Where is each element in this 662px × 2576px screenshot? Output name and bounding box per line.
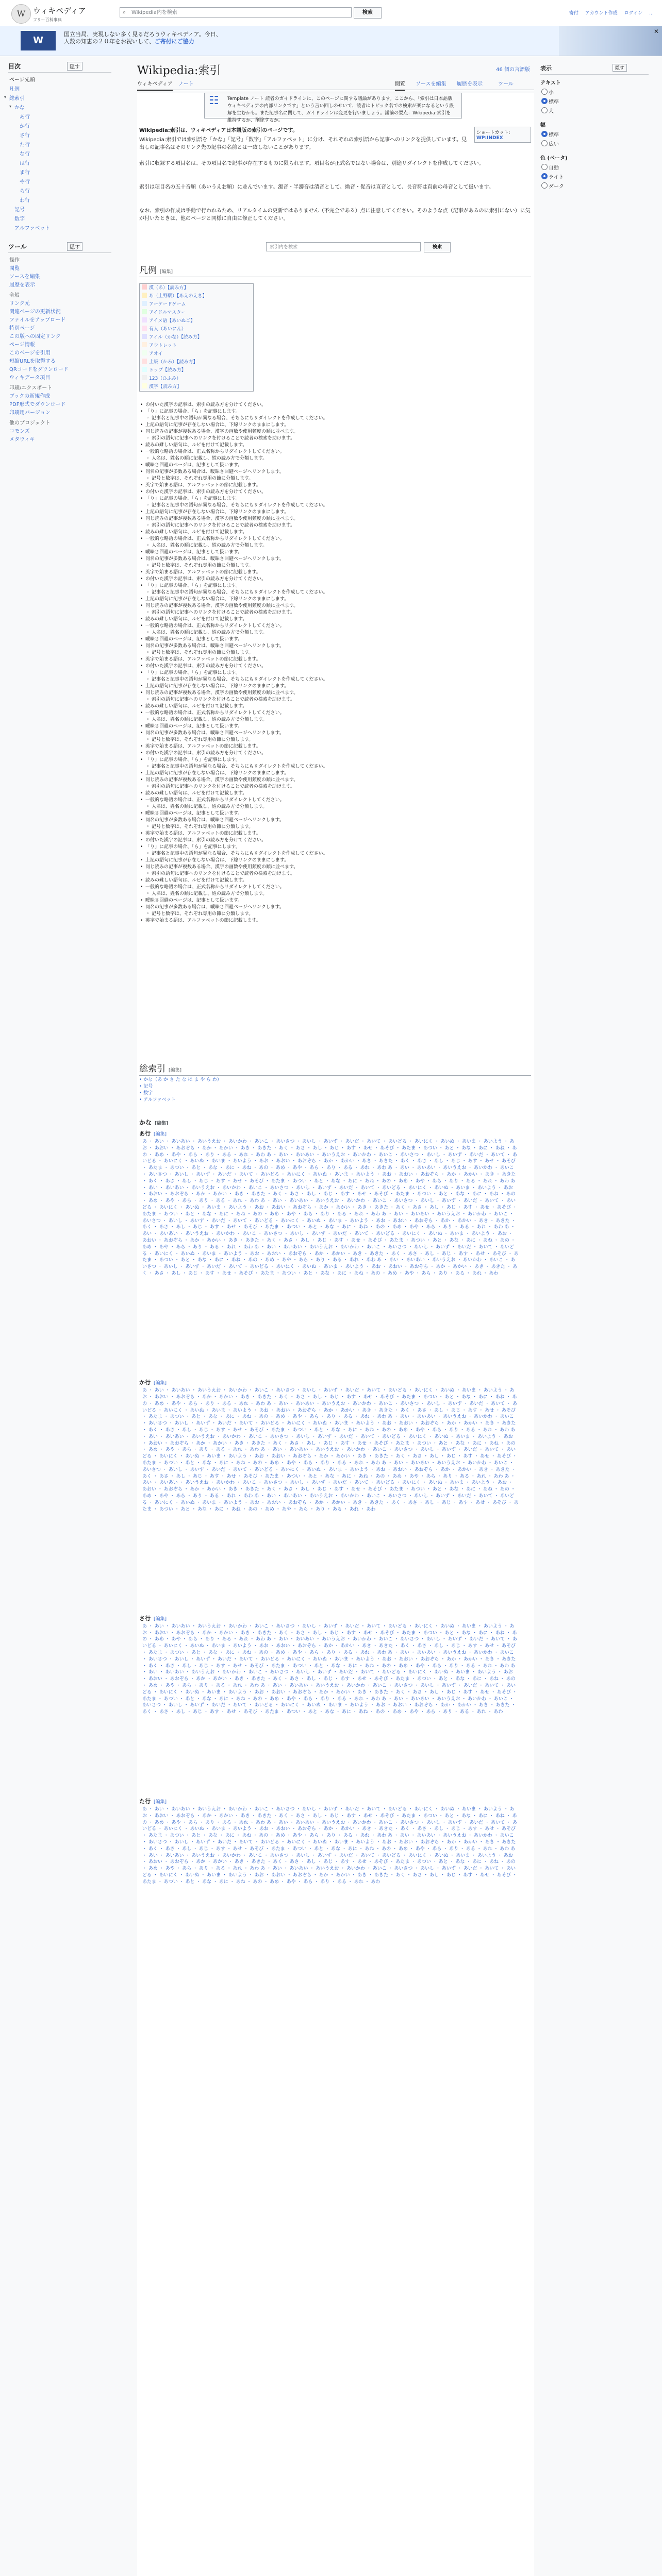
search-input[interactable]: Wikipedia内を検索 bbox=[120, 7, 352, 18]
note-item: ◦ 記号と数字は、それぞれ専用の節に分類します。 bbox=[139, 737, 474, 743]
other-commons[interactable]: コモンズ bbox=[9, 429, 30, 434]
tool-special-pages[interactable]: 特別ページ bbox=[9, 326, 35, 331]
note-item: • 一般的な略語の場合は、正式名称からリダイレクトしてください。 bbox=[139, 710, 474, 717]
note-item: • 同じ読みの記事が複数ある場合、漢字の画数や使用頻度の順に並べます。 bbox=[139, 864, 474, 871]
legend-label[interactable]: アイル（かな）【読み方】 bbox=[149, 335, 202, 340]
note-item: ◦ 記号と数字は、それぞれ専用の節に分類します。 bbox=[139, 824, 474, 831]
text-standard-label: 標準 bbox=[549, 99, 559, 105]
intro-paragraph-5: なお、索引の作成は手動で行われるため、リアルタイムの更新ではありません（不完全である）点に注意してください。そのような点（記事があるのに索引にない）に気が付いたときは、他のページと同様に自由に修正してください。 bbox=[139, 208, 531, 222]
note-item: ◦ 人名は、姓名の順に記載し、姓の読み方で分類します。 bbox=[139, 717, 474, 723]
row-title: さ行 bbox=[139, 1615, 151, 1622]
toc-link[interactable]: アルファベット bbox=[143, 1097, 176, 1103]
note-item: • 同じ読みの記事が複数ある場合、漢字の画数や使用頻度の順に並べます。 bbox=[139, 690, 474, 697]
note-item: • 読みの難しい語句は、ルビを付けて記載します。 bbox=[139, 442, 474, 449]
legend-row bbox=[140, 292, 253, 300]
more-menu[interactable]: … bbox=[649, 11, 654, 16]
text-small-label: 小 bbox=[549, 90, 554, 96]
close-icon[interactable]: ✕ bbox=[653, 28, 659, 35]
note-item: • 「り」に記事の場合、「ら」を記事にします。 bbox=[139, 670, 474, 676]
page-tabs bbox=[137, 76, 534, 90]
index-block bbox=[142, 1387, 519, 1513]
other-meta[interactable]: メタウィキ bbox=[9, 437, 35, 443]
tool-wikidata[interactable]: ウィキデータ項目 bbox=[9, 375, 51, 381]
toc-item: • かな（あ か さ た な は ま や ら わ） bbox=[139, 1077, 222, 1082]
index-toc bbox=[139, 1077, 222, 1104]
note-item: • 同じ読みの記事が複数ある場合、漢字の画数や使用頻度の順に並べます。 bbox=[139, 603, 474, 609]
color-dark-radio[interactable] bbox=[541, 182, 548, 189]
search-icon: ⌕ bbox=[123, 9, 126, 15]
note-item: • 一般的な略語の場合は、正式名称からリダイレクトしてください。 bbox=[139, 536, 474, 543]
index-entries[interactable]: あ ・ あい ・ あいあい ・ あいうえお ・ あいかわ ・ あいこ ・ あいさつ ・ あいし ・ あいず ・ あいだ ・ あいて ・ あいどる ・ あいにく ・ あいぬ ・ あいま ・ あいよう ・ あお ・ あおい ・ あおぞら ・ あか ・ あかい ・ あき ・ あきた ・ あく ・ あさ ・ あし ・ あじ ・ あす ・ あせ ・ あそび ・ あたま ・ あつい ・ あと ・ あな ・ あに ・ あね ・ あの ・ あめ ・ あや ・ あら ・ あり ・ ある ・ あれ ・ あわ bbox=[142, 1225, 516, 1250]
text-large-label: 大 bbox=[549, 109, 554, 114]
divider bbox=[8, 252, 111, 253]
note-item: • 曖昧さ回避のページは、記事として扱います。 bbox=[139, 810, 474, 817]
intro-paragraph-4: 索引は項目名の五十音順（あいうえお順）に並んでいます。濁音・半濁音は清音として、拗音・促音は直音として、長音符は直前の母音として扱います。 bbox=[139, 184, 494, 190]
toc-item-sa[interactable]: さ行 bbox=[20, 133, 30, 139]
site-tagline: フリー百科事典 bbox=[33, 18, 62, 22]
index-search-input[interactable]: 索引内を検索 bbox=[266, 242, 421, 251]
width-title: 幅 bbox=[540, 123, 545, 128]
note-item: • 読みの難しい語句は、ルビを付けて記載します。 bbox=[139, 703, 474, 710]
note-item: ◦ 記号と数字は、それぞれ専用の節に分類します。 bbox=[139, 911, 474, 918]
note-item: ◦ 索引の語句に記事へのリンクを付けることで読者の検索を助けます。 bbox=[139, 697, 474, 703]
collapse-icon[interactable]: ▾ bbox=[9, 104, 12, 109]
banner-line-2: 人数の知恵の２０年をお祝いして、 bbox=[64, 38, 155, 45]
page-content bbox=[137, 93, 534, 2576]
kana-heading bbox=[139, 1118, 168, 1127]
note-item: • の付いた漢字の記事は、索引の読み方を分けてください。 bbox=[139, 489, 474, 496]
note-item: ◦ 人名は、姓名の順に記載し、姓の読み方で分類します。 bbox=[139, 630, 474, 636]
edit-link[interactable]: [編集] bbox=[154, 1800, 167, 1805]
color-swatch bbox=[142, 326, 147, 331]
index-entries[interactable]: あ ・ あい ・ あいあい ・ あいうえお ・ あいかわ ・ あいこ ・ あいさつ ・ あいし ・ あいず ・ あいだ ・ あいて ・ あいどる ・ あいにく ・ あいぬ ・ あいま ・ あいよう ・ あお ・ あおい ・ あおぞら ・ あか ・ あかい ・ あき ・ あきた ・ あく ・ あさ ・ あし ・ あじ ・ あす ・ あせ ・ あそび ・ あたま ・ あつい ・ あと ・ あな ・ あに ・ あね ・ あの ・ あめ ・ あや ・ あら ・ あり ・ ある ・ あれ ・ あわ bbox=[142, 1807, 517, 1825]
color-swatch bbox=[142, 293, 147, 298]
legend-row bbox=[140, 366, 253, 375]
tools-title: ツール bbox=[8, 243, 27, 250]
tab-project-page[interactable]: ウィキペディア bbox=[137, 79, 173, 91]
tab-talk[interactable]: ノート bbox=[178, 81, 194, 87]
tool-page-info[interactable]: ページ情報 bbox=[9, 342, 35, 348]
index-entries[interactable]: あ ・ あい ・ あいあい ・ あいうえお ・ あいかわ ・ あいこ ・ あいさつ ・ あいし ・ あいず ・ あいだ ・ あいて ・ あいどる ・ あいにく ・ あいぬ ・ あいま ・ あいよう ・ あお ・ あおい ・ あおぞら ・ あか ・ あかい ・ あき ・ あきた ・ あく ・ あさ ・ あし ・ あじ ・ あす ・ あせ ・ あそび ・ あたま ・ あつい ・ あと ・ あな ・ あに ・ あね ・ あの ・ あめ ・ あや ・ あら ・ あり ・ ある ・ あれ ・ あわ bbox=[142, 1683, 517, 1702]
color-swatch bbox=[142, 359, 147, 364]
tool-permalink[interactable]: この版への固定リンク bbox=[9, 334, 61, 340]
index-entries[interactable]: あ ・ あい ・ あいあい ・ あいうえお ・ あいかわ ・ あいこ ・ あいさつ ・ あいし ・ あいず ・ あいだ ・ あいて ・ あいどる ・ あいにく ・ あいぬ ・ あいま ・ あいよう ・ あお ・ あおい ・ あおぞら ・ あか ・ あかい ・ あき ・ あきた ・ あく ・ あさ ・ あし ・ あじ ・ あす ・ あせ ・ あそび ・ あたま ・ あつい ・ あと ・ あな ・ あに ・ あね ・ あの ・ あめ ・ あや ・ あら ・ あり ・ ある ・ あれ ・ あわ bbox=[142, 1165, 516, 1184]
note-item: • の付いた漢字の記事は、索引の読み方を分けてください。 bbox=[139, 837, 474, 844]
tool-cite[interactable]: このページを引用 bbox=[9, 350, 51, 356]
note-item: • の付いた漢字の記事は、索引の読み方を分けてください。 bbox=[139, 576, 474, 583]
index-block bbox=[142, 1623, 519, 1716]
note-item: ◦ 記事名と記事中の語句が異なる場合、そちらにもリダイレクトを作成してください。 bbox=[139, 589, 474, 596]
toc-link[interactable]: かな（あ か さ た な は ま や ら わ） bbox=[143, 1077, 222, 1082]
tool-edit-source[interactable]: ソースを編集 bbox=[9, 274, 40, 280]
legend-row bbox=[140, 375, 253, 383]
note-item: • の付いた漢字の記事は、索引の読み方を分けてください。 bbox=[139, 750, 474, 757]
note-item: ◦ 人名は、姓名の順に記載し、姓の読み方で分類します。 bbox=[139, 804, 474, 810]
color-swatch bbox=[142, 301, 147, 306]
edit-link[interactable]: [編集] bbox=[155, 1121, 169, 1126]
search-bar bbox=[120, 7, 388, 19]
color-auto-radio[interactable] bbox=[541, 164, 548, 170]
tools-section-actions: 操作 bbox=[9, 258, 20, 263]
note-item: • 「り」に記事の場合、「ら」を記事にします。 bbox=[139, 844, 474, 851]
toc-title: 目次 bbox=[8, 63, 21, 70]
legend-heading bbox=[139, 263, 531, 277]
note-item: • 上記の語句に記事が存在しない場合は、下線リンクのままにします。 bbox=[139, 857, 474, 864]
note-item: ◦ 索引の語句に記事へのリンクを付けることで読者の検索を助けます。 bbox=[139, 435, 474, 442]
print-create-book[interactable]: ブックの新規作成 bbox=[9, 394, 51, 399]
legend-row bbox=[140, 317, 253, 325]
note-item: • 同じ読みの記事が複数ある場合、漢字の画数や使用頻度の順に並べます。 bbox=[139, 516, 474, 522]
legend-label[interactable]: トップ【読み方】 bbox=[149, 368, 186, 373]
index-entries[interactable]: あ ・ あい ・ あいあい ・ あいうえお ・ あいかわ ・ あいこ ・ あいさつ ・ あいし ・ あいず ・ あいだ ・ あいて ・ あいどる ・ あいにく ・ あいぬ ・ あいま ・ あいよう ・ あお ・ あおい ・ あおぞら ・ あか ・ あかい ・ あき ・ あきた ・ あく ・ あさ ・ あし ・ あじ ・ あす ・ あせ ・ あそび ・ あたま ・ あつい ・ あと ・ あな ・ あに ・ あね ・ あの ・ あめ ・ あや ・ あら ・ あり ・ ある ・ あれ ・ あわ bbox=[142, 1152, 517, 1171]
note-item: ◦ 人名は、姓名の順に記載し、姓の読み方で分類します。 bbox=[139, 455, 474, 462]
note-item: • の付いた漢字の記事は、索引の読み方を分けてください。 bbox=[139, 663, 474, 670]
index-entries[interactable]: あ ・ あい ・ あいあい ・ あいうえお ・ あいかわ ・ あいこ ・ あいさつ ・ あいし ・ あいず ・ あいだ ・ あいて ・ あいどる ・ あいにく ・ あいぬ ・ あいま ・ あいよう ・ あお ・ あおい ・ あおぞら ・ あか ・ あかい ・ あき ・ あきた ・ あく ・ あさ ・ あし ・ あじ ・ あす ・ あせ ・ あそび ・ あたま ・ あつい ・ あと ・ あな ・ あに ・ あね ・ あの ・ あめ ・ あや ・ あら ・ あり ・ ある ・ あれ ・ あわ bbox=[142, 1414, 516, 1433]
divider bbox=[540, 74, 649, 75]
note-item: ◦ 人名は、姓名の順に記載し、姓の読み方で分類します。 bbox=[139, 891, 474, 897]
appearance-title: 表示 bbox=[540, 65, 552, 72]
donate-link[interactable]: 寄付 bbox=[569, 11, 578, 16]
note-item: • 曖昧さ回避のページは、記事として扱います。 bbox=[139, 636, 474, 643]
legend-row bbox=[140, 383, 253, 391]
banner-message bbox=[64, 31, 222, 45]
note-item: • 読みの難しい語句は、ルビを付けて記載します。 bbox=[139, 529, 474, 536]
toc-item-legend[interactable]: 凡例 bbox=[9, 87, 20, 92]
intro-paragraph-1: Wikipedia:索引は、ウィキペディア日本語版の索引のページです。 bbox=[139, 128, 298, 133]
fundraising-banner bbox=[0, 26, 662, 56]
text-large-radio[interactable] bbox=[541, 107, 548, 113]
toc-item-a[interactable]: あ行 bbox=[20, 114, 30, 120]
banner-logo: W bbox=[21, 31, 56, 50]
search-button[interactable]: 検索 bbox=[354, 7, 382, 19]
note-item: • 同名の記事が多数ある場合は、曖昧さ回避ページへリンクします。 bbox=[139, 556, 474, 563]
toc-item-ka[interactable]: か行 bbox=[20, 124, 30, 129]
main-area bbox=[137, 62, 534, 2576]
note-item: • 「り」に記事の場合、「ら」を記事にします。 bbox=[139, 496, 474, 502]
note-item: ◦ 記事名と記事中の語句が異なる場合、そちらにもリダイレクトを作成してください。 bbox=[139, 764, 474, 770]
toc-item-top[interactable]: ページ先頭 bbox=[9, 77, 35, 83]
width-standard-radio[interactable] bbox=[541, 131, 548, 137]
note-item: ◦ 人名は、姓名の順に記載し、姓の読み方で分類します。 bbox=[139, 543, 474, 549]
note-item: • 曖昧さ回避のページは、記事として扱います。 bbox=[139, 462, 474, 469]
color-title: 色 (ベータ) bbox=[540, 156, 568, 161]
note-item: • 上記の語句に記事が存在しない場合は、下線リンクのままにします。 bbox=[139, 596, 474, 603]
note-item: • 「り」に記事の場合、「ら」を記事にします。 bbox=[139, 409, 474, 415]
note-item: • 同じ読みの記事が複数ある場合、漢字の画数や使用頻度の順に並べます。 bbox=[139, 429, 474, 435]
legend-label[interactable]: アオイ bbox=[149, 351, 163, 357]
note-item: ◦ 索引の語句に記事へのリンクを付けることで読者の検索を助けます。 bbox=[139, 609, 474, 616]
color-auto-label: 自動 bbox=[549, 165, 559, 171]
kana-title: かな bbox=[139, 1119, 152, 1126]
note-item: • 読みの難しい語句は、ルビを付けて記載します。 bbox=[139, 616, 474, 623]
index-entries[interactable]: あ ・ あい ・ あいあい ・ あいうえお ・ あいかわ ・ あいこ ・ あいさつ ・ あいし ・ あいず ・ あいだ ・ あいて ・ あいどる ・ あいにく ・ あいぬ ・ あいま ・ あいよう ・ あお ・ あおい ・ あおぞら ・ あか ・ あかい ・ あき ・ あきた ・ あく ・ あさ ・ あし ・ あじ ・ あす ・ あせ ・ あそび ・ あたま ・ あつい ・ あと ・ あな ・ あに ・ あね ・ あの ・ あめ ・ あや ・ あら ・ あり ・ ある ・ あれ ・ あわ bbox=[142, 1696, 516, 1715]
index-entries[interactable]: あ ・ あい ・ あいあい ・ あいうえお ・ あいかわ ・ あいこ ・ あいさつ ・ あいし ・ あいず ・ あいだ ・ あいて ・ あいどる ・ あいにく ・ あいぬ ・ あいま ・ あいよう ・ あお ・ あおい ・ あおぞら ・ あか ・ あかい ・ あき ・ あきた ・ あく ・ あさ ・ あし ・ あじ ・ あす ・ あせ ・ あそび ・ あたま ・ あつい ・ あと ・ あな ・ あに ・ あね ・ あの ・ あめ ・ あや ・ あら ・ あり ・ ある ・ あれ ・ あわ bbox=[142, 1388, 517, 1406]
row-heading bbox=[139, 1129, 167, 1138]
toc-item-index[interactable]: 総索引 bbox=[9, 96, 25, 101]
shortcut-link[interactable]: WP:INDEX bbox=[476, 135, 503, 141]
toc-link[interactable]: 記号 bbox=[143, 1084, 153, 1089]
legend-row bbox=[140, 284, 253, 292]
edit-link[interactable]: [編集] bbox=[169, 1068, 182, 1073]
edit-link[interactable]: [編集] bbox=[154, 1381, 167, 1386]
edit-link[interactable]: [編集] bbox=[160, 269, 173, 275]
legend-label[interactable]: 有人（あいにん） bbox=[149, 327, 187, 332]
legend-label[interactable]: 123（ひふみ） bbox=[149, 376, 181, 381]
width-wide-radio[interactable] bbox=[541, 140, 548, 146]
legend-label[interactable]: アウトレット bbox=[149, 343, 177, 348]
tool-short-url[interactable]: 短縮URLを取得する bbox=[9, 359, 56, 364]
note-item: ◦ 記事名と記事中の語句が異なる場合、そちらにもリダイレクトを作成してください。 bbox=[139, 676, 474, 683]
note-item: • 上記の語句に記事が存在しない場合は、下線リンクのままにします。 bbox=[139, 770, 474, 777]
note-item: ◦ 記号と数字は、それぞれ専用の節に分類します。 bbox=[139, 476, 474, 482]
tool-related-changes[interactable]: 関連ページの更新状況 bbox=[9, 309, 61, 315]
row-heading bbox=[139, 1378, 167, 1386]
color-light-radio[interactable] bbox=[541, 173, 548, 179]
legend-table bbox=[139, 283, 254, 392]
index-block bbox=[142, 1806, 519, 1886]
login-link[interactable]: ログイン bbox=[624, 11, 643, 16]
legend-label[interactable]: あ（上野駅）【あえのえき】 bbox=[149, 294, 207, 299]
edit-link[interactable]: [編集] bbox=[154, 1132, 167, 1137]
note-item: • 一般的な略語の場合は、正式名称からリダイレクトしてください。 bbox=[139, 449, 474, 455]
legend-label[interactable]: アーケードゲーム bbox=[149, 302, 186, 307]
index-entries[interactable]: あ ・ あい ・ あいあい ・ あいうえお ・ あいかわ ・ あいこ ・ あいさつ ・ あいし ・ あいず ・ あいだ ・ あいて ・ あいどる ・ あいにく ・ あいぬ ・ あいま ・ あいよう ・ あお ・ あおい ・ あおぞら ・ あか ・ あかい ・ あき ・ あきた ・ あく ・ あさ ・ あし ・ あじ ・ あす ・ あせ ・ あそび ・ あたま ・ あつい ・ あと ・ あな ・ あに ・ あね ・ あの ・ あめ ・ あや ・ あら ・ あり ・ ある ・ あれ ・ あわ bbox=[142, 1447, 517, 1466]
toc-item-ha[interactable]: は行 bbox=[20, 161, 30, 166]
toc-item-ya[interactable]: や行 bbox=[20, 179, 30, 185]
print-download-pdf[interactable]: PDF形式でダウンロード bbox=[9, 402, 66, 408]
legend-row bbox=[140, 350, 253, 358]
note-item: • 曖昧さ回避のページは、記事として扱います。 bbox=[139, 897, 474, 904]
index-entries[interactable]: あ ・ あい ・ あいあい ・ あいうえお ・ あいかわ ・ あいこ ・ あいさつ ・ あいし ・ あいず ・ あいだ ・ あいて ・ あいどる ・ あいにく ・ あいぬ ・ あいま ・ あいよう ・ あお ・ あおい ・ あおぞら ・ あか ・ あかい ・ あき ・ あきた ・ あく ・ あさ ・ あし ・ あじ ・ あす ・ あせ ・ あそび ・ あたま ・ あつい ・ あと ・ あな ・ あに ・ あね ・ あの ・ あめ ・ あや ・ あら ・ あり ・ ある ・ あれ ・ あわ bbox=[142, 1650, 516, 1669]
note-item: • 読みの難しい語句は、ルビを付けて記載します。 bbox=[139, 790, 474, 797]
index-search-button[interactable]: 検索 bbox=[424, 242, 451, 252]
site-name: ウィキペディア bbox=[33, 6, 86, 15]
tool-upload[interactable]: ファイルをアップロード bbox=[9, 317, 66, 323]
toc-item: • 数字 bbox=[139, 1091, 153, 1096]
row-title: た行 bbox=[139, 1798, 151, 1805]
color-swatch bbox=[142, 317, 147, 323]
note-item: • 英字で始まる語は、アルファベットの節に記載します。 bbox=[139, 743, 474, 750]
index-title: 総索引 bbox=[139, 1064, 166, 1074]
index-entries[interactable]: あ ・ あい ・ あいあい ・ あいうえお ・ あいかわ ・ あいこ ・ あいさつ ・ あいし ・ あいず ・ あいだ ・ あいて ・ あいどる ・ あいにく ・ あいぬ ・ あいま ・ あいよう ・ あお ・ あおい ・ あおぞら ・ あか ・ あかい ・ あき ・ あきた ・ あく ・ あさ ・ あし ・ あじ ・ あす ・ あせ ・ あそび ・ あたま ・ あつい ・ あと ・ あな ・ あに ・ あね ・ あの ・ あめ ・ あや ・ あら ・ あり ・ ある ・ あれ ・ あわ bbox=[142, 1258, 518, 1276]
note-item: ◦ 記事名と記事中の語句が異なる場合、そちらにもリダイレクトを作成してください。 bbox=[139, 851, 474, 857]
note-item: ◦ 索引の語句に記事へのリンクを付けることで読者の検索を助けます。 bbox=[139, 784, 474, 790]
row-title: か行 bbox=[139, 1379, 151, 1386]
shortcut-box bbox=[474, 127, 531, 143]
index-entries[interactable]: あ ・ あい ・ あいあい ・ あいうえお ・ あいかわ ・ あいこ ・ あいさつ ・ あいし ・ あいず ・ あいだ ・ あいて ・ あいどる ・ あいにく ・ あいぬ ・ あいま ・ あいよう ・ あお ・ あおい ・ あおぞら ・ あか ・ あかい ・ あき ・ あきた ・ あく ・ あさ ・ あし ・ あじ ・ あす ・ あせ ・ あそび ・ あたま ・ あつい ・ あと ・ あな ・ あに ・ あね ・ あの ・ あめ ・ あや ・ あら ・ あり ・ ある ・ あれ ・ あわ bbox=[142, 1178, 516, 1204]
legend-row bbox=[140, 325, 253, 333]
print-section-title: 印刷/エクスポート bbox=[9, 385, 53, 391]
tab-tools[interactable]: ツール bbox=[498, 81, 514, 87]
toc-item-ra[interactable]: ら行 bbox=[20, 189, 30, 194]
note-item: • 同じ読みの記事が複数ある場合、漢字の画数や使用頻度の順に並べます。 bbox=[139, 777, 474, 784]
text-standard-radio[interactable] bbox=[541, 98, 548, 104]
note-item: • 上記の語句に記事が存在しない場合は、下線リンクのままにします。 bbox=[139, 683, 474, 690]
appearance-hide-button[interactable]: 隠す bbox=[613, 64, 627, 72]
banner-line-1: 国立当局、実現しない多く見るだろうウィキペディア。今日、 bbox=[64, 31, 222, 38]
index-entries[interactable]: あ ・ あい ・ あいあい ・ あいうえお ・ あいかわ ・ あいこ ・ あいさつ ・ あいし ・ あいず ・ あいだ ・ あいて ・ あいどる ・ あいにく ・ あいぬ ・ あいま ・ あいよう ・ あお ・ あおい ・ あおぞら ・ あか ・ あかい ・ あき ・ あきた ・ あく ・ あさ ・ あし ・ あじ ・ あす ・ あせ ・ あそび ・ あたま ・ あつい ・ あと ・ あな ・ あに ・ あね ・ あの ・ あめ ・ あや ・ あら ・ あり ・ ある ・ あれ ・ あわ bbox=[142, 1846, 516, 1872]
index-entries[interactable]: あ ・ あい ・ あいあい ・ あいうえお ・ あいかわ ・ あいこ ・ あいさつ ・ あいし ・ あいず ・ あいだ ・ あいて ・ あいどる ・ あいにく ・ あいぬ ・ あいま ・ あいよう ・ あお ・ あおい ・ あおぞら ・ あか ・ あかい ・ あき ・ あきた ・ あく ・ あさ ・ あし ・ あじ ・ あす ・ あせ ・ あそび ・ あたま ・ あつい ・ あと ・ あな ・ あに ・ あね ・ あの ・ あめ ・ あや ・ あら ・ あり ・ ある ・ あれ ・ あわ bbox=[142, 1427, 516, 1453]
banner-photo bbox=[559, 26, 662, 56]
toc-item: • アルファベット bbox=[139, 1097, 176, 1103]
legend-label[interactable]: 漢（あ）【読み方】 bbox=[149, 285, 189, 291]
notice-box bbox=[204, 93, 462, 123]
toc-item-kana[interactable]: かな bbox=[14, 105, 25, 111]
wikipedia-logo[interactable]: W bbox=[11, 4, 31, 24]
toc-item-symbols[interactable]: 記号 bbox=[14, 207, 25, 213]
index-entries[interactable]: あ ・ あい ・ あいあい ・ あいうえお ・ あいかわ ・ あいこ ・ あいさつ ・ あいし ・ あいず ・ あいだ ・ あいて ・ あいどる ・ あいにく ・ あいぬ ・ あいま ・ あいよう ・ あお ・ あおい ・ あおぞら ・ あか ・ あかい ・ あき ・ あきた ・ あく ・ あさ ・ あし ・ あじ ・ あす ・ あせ ・ あそび ・ あたま ・ あつい ・ あと ・ あな ・ あに ・ あね ・ あの ・ あめ ・ あや ・ あら ・ あり ・ ある ・ あれ ・ あわ bbox=[142, 1820, 517, 1839]
shortcut-label: ショートカット: bbox=[476, 130, 510, 135]
legend-row bbox=[140, 300, 253, 309]
note-item: • 同名の記事が多数ある場合は、曖昧さ回避ページへリンクします。 bbox=[139, 817, 474, 824]
legend-label[interactable]: 漢字【読み方】 bbox=[149, 384, 182, 389]
index-entries[interactable]: あ ・ あい ・ あいあい ・ あいうえお ・ あいかわ ・ あいこ ・ あいさつ ・ あいし ・ あいず ・ あいだ ・ あいて ・ あいどる ・ あいにく ・ あいぬ ・ あいま ・ あいよう ・ あお ・ あおい ・ あおぞら ・ あか ・ あかい ・ あき ・ あきた ・ あく ・ あさ ・ あし ・ あじ ・ あす ・ あせ ・ あそび ・ あたま ・ あつい ・ あと ・ あな ・ あに ・ あね ・ あの ・ あめ ・ あや ・ あら ・ あり ・ ある ・ あれ ・ あわ bbox=[142, 1866, 517, 1885]
user-links bbox=[564, 9, 654, 16]
note-item: • の付いた漢字の記事は、索引の読み方を分けてください。 bbox=[139, 402, 474, 409]
note-item: • 「り」に記事の場合、「ら」を記事にします。 bbox=[139, 583, 474, 589]
toc-item-ta[interactable]: た行 bbox=[20, 142, 30, 148]
toc-item-ma[interactable]: ま行 bbox=[20, 170, 30, 176]
index-heading bbox=[139, 1061, 531, 1076]
color-swatch bbox=[142, 309, 147, 314]
note-item: ◦ 記事名と記事中の語句が異なる場合、そちらにもリダイレクトを作成してください。 bbox=[139, 502, 474, 509]
legend-label[interactable]: 上級（かみ）【読み方】 bbox=[149, 360, 198, 365]
index-entries[interactable]: あ ・ あい ・ あいあい ・ あいうえお ・ あいかわ ・ あいこ ・ あいさつ ・ あいし ・ あいず ・ あいだ ・ あいて ・ あいどる ・ あいにく ・ あいぬ ・ あいま ・ あいよう ・ あお ・ あおい ・ あおぞら ・ あか ・ あかい ・ あき ・ あきた ・ あく ・ あさ ・ あし ・ あじ ・ あす ・ あせ ・ あそび ・ あたま ・ あつい ・ あと ・ あな ・ あに ・ あね ・ あの ・ あめ ・ あや ・ あら ・ あり ・ ある ・ あれ ・ あわ bbox=[142, 1473, 516, 1499]
note-item: • 一般的な略語の場合は、正式名称からリダイレクトしてください。 bbox=[139, 623, 474, 630]
toc-item-numbers[interactable]: 数字 bbox=[14, 216, 25, 222]
index-entries[interactable]: あ ・ あい ・ あいあい ・ あいうえお ・ あいかわ ・ あいこ ・ あいさつ ・ あいし ・ あいず ・ あいだ ・ あいて ・ あいどる ・ あいにく ・ あいぬ ・ あいま ・ あいよう ・ あお ・ あおい ・ あおぞら ・ あか ・ あかい ・ あき ・ あきた ・ あく ・ あさ ・ あし ・ あじ ・ あす ・ あせ ・ あそび ・ あたま ・ あつい ・ あと ・ あな ・ あに ・ あね ・ あの ・ あめ ・ あや ・ あら ・ あり ・ ある ・ あれ ・ あわ bbox=[142, 1663, 516, 1688]
toc-item-wa[interactable]: わ行 bbox=[20, 198, 30, 204]
toc-hide-button[interactable]: 隠す bbox=[67, 62, 82, 71]
note-item: ◦ 索引の語句に記事へのリンクを付けることで読者の検索を助けます。 bbox=[139, 522, 474, 529]
index-entries[interactable]: あ ・ あい ・ あいあい ・ あいうえお ・ あいかわ ・ あいこ ・ あいさつ ・ あいし ・ あいず ・ あいだ ・ あいて ・ あいどる ・ あいにく ・ あいぬ ・ あいま ・ あいよう ・ あお ・ あおい ・ あおぞら ・ あか ・ あかい ・ あき ・ あきた ・ あく ・ あさ ・ あし ・ あじ ・ あす ・ あせ ・ あそび ・ あたま ・ あつい ・ あと ・ あな ・ あに ・ あね ・ あの ・ あめ ・ あや ・ あら ・ あり ・ ある ・ あれ ・ あわ bbox=[142, 1833, 516, 1852]
legend-row bbox=[140, 342, 253, 350]
note-item: • 同名の記事が多数ある場合は、曖昧さ回避ページへリンクします。 bbox=[139, 730, 474, 737]
note-item: ◦ 記号と数字は、それぞれ専用の節に分類します。 bbox=[139, 650, 474, 656]
note-item: • 英字で始まる語は、アルファベットの節に記載します。 bbox=[139, 656, 474, 663]
tab-history[interactable]: 履歴を表示 bbox=[457, 81, 483, 87]
language-button[interactable]: 46 個の言語版 bbox=[496, 67, 530, 73]
color-light-label: ライト bbox=[549, 175, 564, 180]
note-item: • 英字で始まる語は、アルファベットの節に記載します。 bbox=[139, 569, 474, 576]
divider bbox=[8, 72, 111, 73]
print-printable[interactable]: 印刷用バージョン bbox=[9, 410, 51, 416]
width-standard-label: 標準 bbox=[549, 132, 559, 138]
index-entries[interactable]: あ ・ あい ・ あいあい ・ あいうえお ・ あいかわ ・ あいこ ・ あいさつ ・ あいし ・ あいず ・ あいだ ・ あいて ・ あいどる ・ あいにく ・ あいぬ ・ あいま ・ あいよう ・ あお ・ あおい ・ あおぞら ・ あか ・ あかい ・ あき ・ あきた ・ あく ・ あさ ・ あし ・ あじ ・ あす ・ あせ ・ あそび ・ あたま ・ あつい ・ あと ・ あな ・ あに ・ あね ・ あの ・ あめ ・ あや ・ あら ・ あり ・ ある ・ あれ ・ あわ bbox=[142, 1493, 519, 1512]
index-block bbox=[142, 1139, 519, 1277]
intro-paragraph-3: 索引に収録する項目名は、その項目名で記事が存在するものに限られます。項目名が正式名ではない場合は、別途リダイレクトを作成してください。 bbox=[139, 161, 484, 166]
note-item: • 英字で始まる語は、アルファベットの節に記載します。 bbox=[139, 918, 474, 924]
note-item: • 英字で始まる語は、アルファベットの節に記載します。 bbox=[139, 482, 474, 489]
color-swatch bbox=[142, 375, 147, 380]
tool-what-links-here[interactable]: リンク元 bbox=[9, 301, 30, 307]
note-item: • 同名の記事が多数ある場合は、曖昧さ回避ページへリンクします。 bbox=[139, 643, 474, 650]
collapse-icon[interactable]: ▾ bbox=[4, 95, 7, 99]
note-item: • 上記の語句に記事が存在しない場合は、下線リンクのままにします。 bbox=[139, 422, 474, 429]
note-item: • 同名の記事が多数ある場合は、曖昧さ回避ページへリンクします。 bbox=[139, 469, 474, 476]
legend-label[interactable]: アイドルマスター bbox=[149, 310, 186, 315]
legend-row bbox=[140, 309, 253, 317]
legend-title: 凡例 bbox=[139, 265, 157, 276]
color-swatch bbox=[142, 334, 147, 339]
color-swatch bbox=[142, 284, 147, 290]
page-title: Wikipedia:索引 bbox=[137, 64, 221, 77]
text-size-title: テキスト bbox=[540, 80, 561, 86]
discussion-icon: ☷ bbox=[209, 94, 219, 107]
index-entries[interactable]: あ ・ あい ・ あいあい ・ あいうえお ・ あいかわ ・ あいこ ・ あいさつ ・ あいし ・ あいず ・ あいだ ・ あいて ・ あいどる ・ あいにく ・ あいぬ ・ あいま ・ あいよう ・ あお ・ あおい ・ あおぞら ・ あか ・ あかい ・ あき ・ あきた ・ あく ・ あさ ・ あし ・ あじ ・ あす ・ あせ ・ あそび ・ あたま ・ あつい ・ あと ・ あな ・ あに ・ あね ・ あの ・ あめ ・ あや ・ あら ・ あり ・ ある ・ あれ ・ あわ bbox=[142, 1401, 517, 1420]
text-small-radio[interactable] bbox=[541, 89, 548, 95]
row-heading bbox=[139, 1614, 167, 1622]
width-wide-label: 広い bbox=[549, 142, 559, 147]
edit-link[interactable]: [編集] bbox=[154, 1616, 167, 1622]
note-item: • 「り」に記事の場合、「ら」を記事にします。 bbox=[139, 757, 474, 764]
note-item: • 英字で始まる語は、アルファベットの節に記載します。 bbox=[139, 831, 474, 837]
index-entries[interactable]: あ ・ あい ・ あいあい ・ あいうえお ・ あいかわ ・ あいこ ・ あいさつ ・ あいし ・ あいず ・ あいだ ・ あいて ・ あいどる ・ あいにく ・ あいぬ ・ あいま ・ あいよう ・ あお ・ あおい ・ あおぞら ・ あか ・ あかい ・ あき ・ あきた ・ あく ・ あさ ・ あし ・ あじ ・ あす ・ あせ ・ あそび ・ あたま ・ あつい ・ あと ・ あな ・ あに ・ あね ・ あの ・ あめ ・ あや ・ あら ・ あり ・ ある ・ あれ ・ あわ bbox=[142, 1198, 517, 1217]
toc-link[interactable]: 数字 bbox=[143, 1091, 153, 1096]
tool-read[interactable]: 閲覧 bbox=[9, 266, 20, 272]
notice-text: Template ノート 読者のガイドラインに、このページに関する議論があります。ここから、「索引は日本語版ウィキペディアの内部リンクです」という言い回しのせいで、読者はトピック名での検索が楽になるという誤解を生むかも。また記事名に関して、ガイドラインは変更を行いましょう。議論の要点：Wikipedia:索引を維持するか、削除するか。 bbox=[227, 96, 454, 123]
note-item: ◦ 記号と数字は、それぞれ専用の節に分類します。 bbox=[139, 563, 474, 569]
index-entries[interactable]: あ ・ あい ・ あいあい ・ あいうえお ・ あいかわ ・ あいこ ・ あいさつ ・ あいし ・ あいず ・ あいだ ・ あいて ・ あいどる ・ あいにく ・ あいぬ ・ あいま ・ あいよう ・ あお ・ あおい ・ あおぞら ・ あか ・ あかい ・ あき ・ あきた ・ あく ・ あさ ・ あし ・ あじ ・ あす ・ あせ ・ あそび ・ あたま ・ あつい ・ あと ・ あな ・ あに ・ あね ・ あの ・ あめ ・ あや ・ あら ・ あり ・ ある ・ あれ ・ あわ bbox=[142, 1211, 516, 1230]
index-entries[interactable]: あ ・ あい ・ あいあい ・ あいうえお ・ あいかわ ・ あいこ ・ あいさつ ・ あいし ・ あいず ・ あいだ ・ あいて ・ あいどる ・ あいにく ・ あいぬ ・ あいま ・ あいよう ・ あお ・ あおい ・ あおぞら ・ あか ・ あかい ・ あき ・ あきた ・ あく ・ あさ ・ あし ・ あじ ・ あす ・ あせ ・ あそび ・ あたま ・ あつい ・ あと ・ あな ・ あに ・ あね ・ あの ・ あめ ・ あや ・ あら ・ あり ・ ある ・ あれ ・ あわ bbox=[142, 1244, 519, 1263]
note-item: • 読みの難しい語句は、ルビを付けて記載します。 bbox=[139, 877, 474, 884]
color-swatch bbox=[142, 367, 147, 372]
legend-row bbox=[140, 333, 253, 342]
note-item: ◦ 索引の語句に記事へのリンクを付けることで読者の検索を助けます。 bbox=[139, 871, 474, 877]
index-entries[interactable]: あ ・ あい ・ あいあい ・ あいうえお ・ あいかわ ・ あいこ ・ あいさつ ・ あいし ・ あいず ・ あいだ ・ あいて ・ あいどる ・ あいにく ・ あいぬ ・ あいま ・ あいよう ・ あお ・ あおい ・ あおぞら ・ あか ・ あかい ・ あき ・ あきた ・ あく ・ あさ ・ あし ・ あじ ・ あす ・ あせ ・ あそび ・ あたま ・ あつい ・ あと ・ あな ・ あに ・ あね ・ あの ・ あめ ・ あや ・ あら ・ あり ・ ある ・ あれ ・ あわ bbox=[142, 1623, 517, 1642]
legend-row bbox=[140, 358, 253, 366]
tool-qr-code[interactable]: QRコードをダウンロード bbox=[9, 367, 69, 372]
intro-paragraph-2: Wikipedia:索引では索引語を「かな」「記号」「数字」「アルファベット」に分け、それぞれの索引語から記事へのリンクを提供しています。見出しの記事名はそのリンク先の記事の名前とは一致しないことがあります。 bbox=[139, 137, 467, 150]
note-item: • 上記の語句に記事が存在しない場合は、下線リンクのままにします。 bbox=[139, 509, 474, 516]
index-entries[interactable]: あ ・ あい ・ あいあい ・ あいうえお ・ あいかわ ・ あいこ ・ あいさつ ・ あいし ・ あいず ・ あいだ ・ あいて ・ あいどる ・ あいにく ・ あいぬ ・ あいま ・ あいよう ・ あお ・ あおい ・ あおぞら ・ あか ・ あかい ・ あき ・ あきた ・ あく ・ あさ ・ あし ・ あじ ・ あす ・ あせ ・ あそび ・ あたま ・ あつい ・ あと ・ あな ・ あに ・ あね ・ あの ・ あめ ・ あや ・ あら ・ あり ・ ある ・ あれ ・ あわ bbox=[142, 1460, 516, 1479]
color-swatch bbox=[142, 350, 147, 355]
site-wordmark[interactable] bbox=[33, 5, 86, 23]
tool-history[interactable]: 履歴を表示 bbox=[9, 282, 35, 288]
top-header bbox=[0, 0, 662, 26]
color-swatch bbox=[142, 342, 147, 347]
tools-section-general: 全般 bbox=[9, 293, 20, 298]
tools-hide-button[interactable]: 隠す bbox=[67, 242, 82, 251]
color-swatch bbox=[142, 383, 147, 388]
toc-item-na[interactable]: な行 bbox=[20, 151, 30, 157]
note-item: • 一般的な略語の場合は、正式名称からリダイレクトしてください。 bbox=[139, 884, 474, 891]
other-projects-title: 他のプロジェクト bbox=[9, 420, 51, 426]
color-dark-label: ダーク bbox=[549, 184, 564, 190]
note-item: • 曖昧さ回避のページは、記事として扱います。 bbox=[139, 723, 474, 730]
tab-read[interactable]: 閲覧 bbox=[395, 79, 405, 91]
note-item: ◦ 記事名と記事中の語句が異なる場合、そちらにもリダイレクトを作成してください。 bbox=[139, 415, 474, 422]
note-item: • 同名の記事が多数ある場合は、曖昧さ回避ページへリンクします。 bbox=[139, 904, 474, 911]
index-entries[interactable]: あ ・ あい ・ あいあい ・ あいうえお ・ あいかわ ・ あいこ ・ あいさつ ・ あいし ・ あいず ・ あいだ ・ あいて ・ あいどる ・ あいにく ・ あいぬ ・ あいま ・ あいよう ・ あお ・ あおい ・ あおぞら ・ あか ・ あかい ・ あき ・ あきた ・ あく ・ あさ ・ あし ・ あじ ・ あす ・ あせ ・ あそび ・ あたま ・ あつい ・ あと ・ あな ・ あに ・ あね ・ あの ・ あめ ・ あや ・ あら ・ あり ・ ある ・ あれ ・ あわ bbox=[142, 1637, 517, 1655]
notes-list bbox=[139, 402, 474, 924]
toc-item: • 記号 bbox=[139, 1084, 153, 1089]
banner-donate-link[interactable]: ご寄付にご協力 bbox=[154, 38, 194, 45]
legend-label[interactable]: アイヌ語【あいぬご】 bbox=[149, 318, 195, 324]
row-heading bbox=[139, 1797, 167, 1805]
create-account-link[interactable]: アカウント作成 bbox=[585, 11, 618, 16]
note-item: • 曖昧さ回避のページは、記事として扱います。 bbox=[139, 549, 474, 556]
tab-edit-source[interactable]: ソースを編集 bbox=[416, 81, 446, 87]
toc-item-alphabet[interactable]: アルファベット bbox=[14, 226, 51, 231]
note-item: • 一般的な略語の場合は、正式名称からリダイレクトしてください。 bbox=[139, 797, 474, 804]
row-title: あ行 bbox=[139, 1130, 151, 1137]
index-entries[interactable]: あ ・ あい ・ あいあい ・ あいうえお ・ あいかわ ・ あいこ ・ あいさつ ・ あいし ・ あいず ・ あいだ ・ あいて ・ あいどる ・ あいにく ・ あいぬ ・ あいま ・ あいよう ・ あお ・ あおい ・ あおぞら ・ あか ・ あかい ・ あき ・ あきた ・ あく ・ あさ ・ あし ・ あじ ・ あす ・ あせ ・ あそび ・ あたま ・ あつい ・ あと ・ あな ・ あに ・ あね ・ あの ・ あめ ・ あや ・ あら ・ あり ・ ある ・ あれ ・ あわ bbox=[142, 1139, 517, 1158]
